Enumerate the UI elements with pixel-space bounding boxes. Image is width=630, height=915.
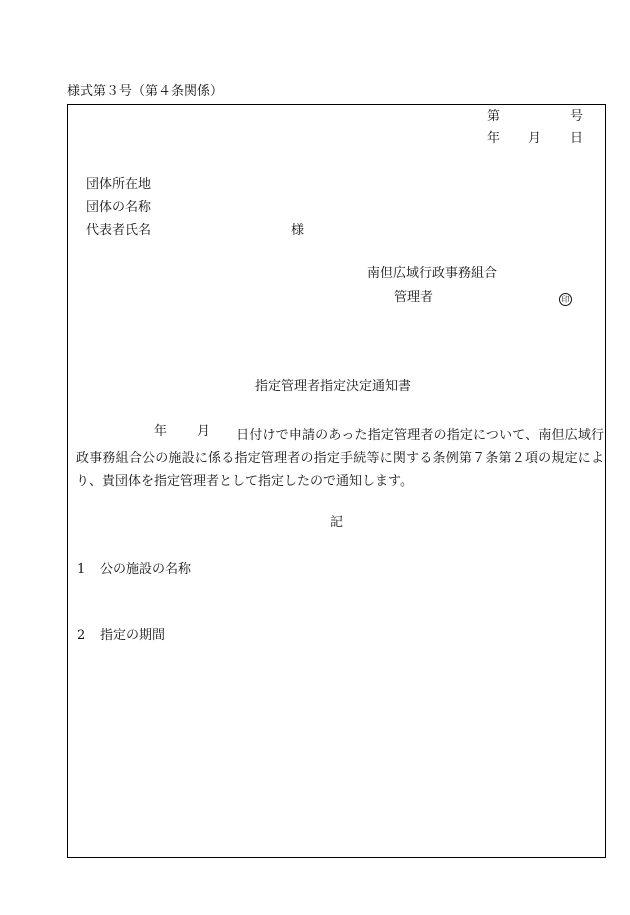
body-year: 年 xyxy=(154,424,168,439)
item-1-label: 公の施設の名称 xyxy=(100,562,192,577)
seal-mark: 印 xyxy=(559,293,572,306)
body-text-content: 日付けで申請のあった指定管理者の指定について、南但広域行政事務組合公の施設に係る指定管理者の指定手続等に関する条例第７条第２項の規定により、貴団体を指定管理者として指定したので通知します。 xyxy=(76,428,604,489)
body-text xyxy=(76,424,604,493)
doc-number-suffix: 号 xyxy=(570,109,584,124)
doc-number-prefix: 第 xyxy=(487,109,501,124)
item-2-label: 指定の期間 xyxy=(100,628,166,643)
document-title: 指定管理者指定決定通知書 xyxy=(255,379,412,394)
recipient-address-label: 団体所在地 xyxy=(86,177,152,192)
date-year: 年 xyxy=(487,131,501,146)
date-month: 月 xyxy=(528,131,542,146)
recipient-rep-label: 代表者氏名 xyxy=(86,223,152,238)
date-day: 日 xyxy=(570,131,584,146)
item-1-number: 1 xyxy=(77,562,86,577)
recipient-honorific: 様 xyxy=(291,223,305,238)
issuer-seal xyxy=(559,292,572,306)
form-number: 様式第３号（第４条関係） xyxy=(67,84,224,99)
body-month: 月 xyxy=(197,424,211,439)
item-2-number: 2 xyxy=(77,628,86,643)
issuer-title: 管理者 xyxy=(394,290,434,305)
ki-heading: 記 xyxy=(330,515,344,530)
recipient-name-label: 団体の名称 xyxy=(86,200,152,215)
issuer-org: 南但広域行政事務組合 xyxy=(367,266,498,281)
